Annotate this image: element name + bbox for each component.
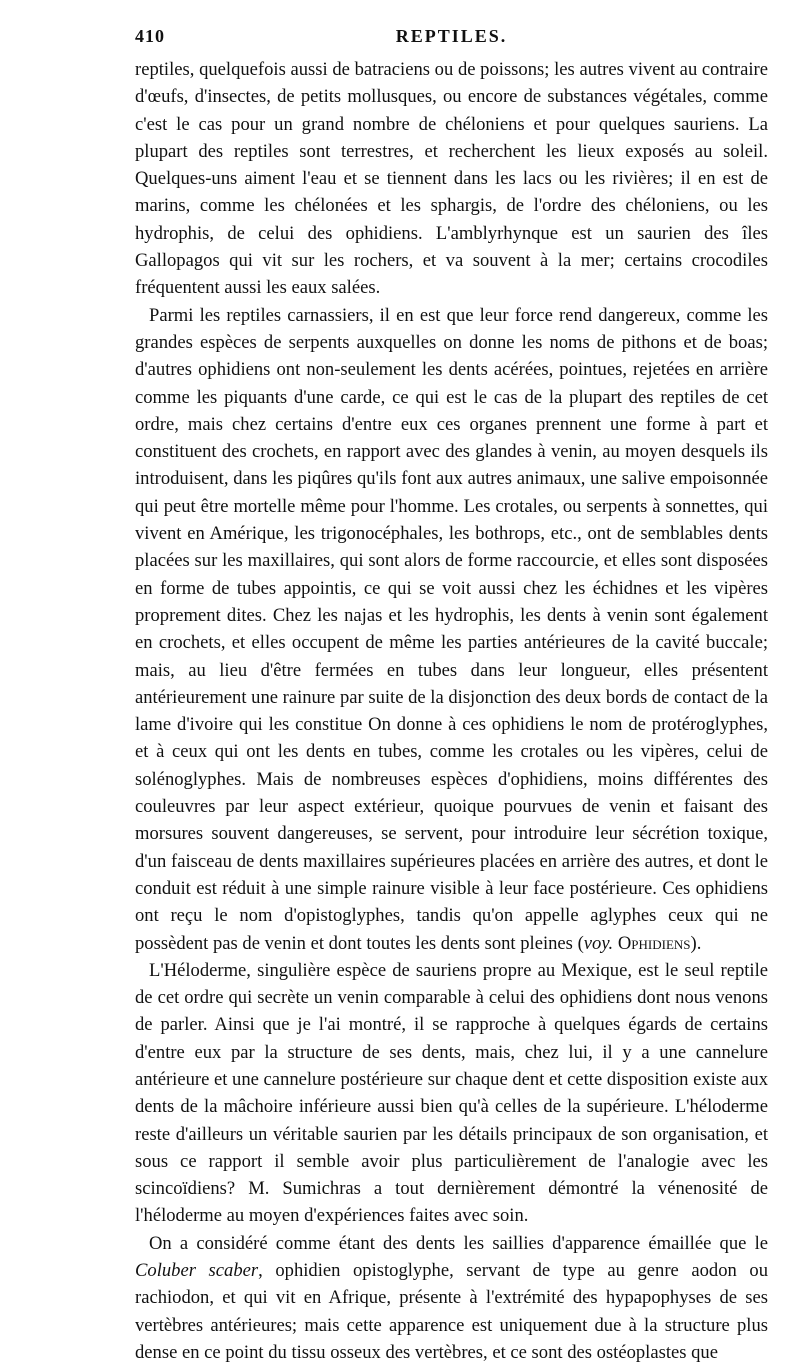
paragraph-1 [135, 56, 768, 302]
reference-voy: voy. [583, 932, 614, 954]
running-title: REPTILES. [395, 26, 508, 46]
paragraph-4-lead-in: On a considéré comme étant des dents les saillies d'apparence émaillée que le [149, 1232, 768, 1254]
paragraph-4-text: , ophidien opistoglyphe, servant de type au genre aodon ou rachiodon, et qui vit en Afrique, présente à l'extrémité des hypapophyses de ses vertèbres antérieures; mais cette apparence est uniquement due à la structure plus dense en ce point du tissu osseux des vertèbres, et ce sont des ostéoplastes que [135, 1260, 768, 1363]
reference-ophidiens: Ophidiens [617, 932, 691, 954]
paragraph-1-text: reptiles, quelquefois aussi de batraciens ou de poissons; les autres vivent au contraire d'œufs, d'insectes, de petits mollusques, ou encore de substances végétales, comme c'est le cas pour un grand nombre de chéloniens et pour quelques sauriens. La plupart des reptiles sont terrestres, et recherchent les lieux exposés au soleil. Quelques-uns aiment l'eau et se tiennent dans les lacs ou les rivières; il en est de marins, comme les chélonées et les sphargis, de l'ordre des chéloniens, ou les hydrophis, de celui des ophidiens. L'amblyrhynque est un saurien des îles Gallopagos qui vit sur les rochers, et va souvent à la mer; certains crocodiles fréquentent aussi les eaux salées. [135, 59, 768, 299]
paragraph-2 [135, 302, 768, 957]
page-number: 410 [135, 26, 165, 46]
species-name-coluber-scaber: Coluber scaber [135, 1260, 259, 1282]
paragraph-4 [135, 1230, 768, 1366]
paragraph-2-text: Parmi les reptiles carnassiers, il en est que leur force rend dangereux, comme les grandes espèces de serpents auxquelles on donne les noms de pithons et de boas; d'autres ophidiens ont non-seulement les dents acérées, pointues, rejetées en arrière comme les piquants d'une carde, ce qui est le cas de la plupart des reptiles de cet ordre, mais chez certains d'entre eux ces organes prennent une forme à part et constituent des crochets, en rapport avec des glandes à venin, au moyen desquels ils introduisent, dans les piqûres qu'ils font aux autres animaux, une salive empoisonnée qui peut être mortelle même pour l'homme. Les crotales, ou serpents à sonnettes, qui vivent en Amérique, les trigonocéphales, les bothrops, etc., ont de semblables dents placées sur les maxillaires, qui sont alors de forme raccourcie, et elles sont disposées en forme de tubes appointis, ce qui se voit aussi chez les échidnes et les vipères proprement dites. Chez les najas et les hydrophis, les dents à venin sont également en crochets, et elles occupent de même les parties antérieures de la cavité buccale; mais, au lieu d'être fermées en tubes dans leur longueur, elles présentent antérieurement une rainure par suite de la disjonction des deux bords de contact de la lame d'ivoire qui les constitue On donne à ces ophidiens le nom de protéroglyphes, et à ceux qui ont les dents en tubes, comme les crotales ou les vipères, celui de solénoglyphes. Mais de nombreuses espèces d'ophidiens, moins différentes des couleuvres par leur aspect extérieur, quoique pourvues de venin et faisant des morsures souvent dangereuses, se servent, pour introduire leur sécrétion toxique, d'un faisceau de dents maxillaires supérieures placées en arrière des autres, et dont le conduit est réduit à une simple rainure visible à leur face postérieure. Ces ophidiens ont reçu le nom d'opistoglyphes, tandis qu'on appelle aglyphes ceux qui ne possèdent pas de venin et dont toutes les dents sont pleines ( [135, 304, 768, 954]
page-header [135, 26, 768, 56]
paragraph-3-text: L'Héloderme, singulière espèce de sauriens propre au Mexique, est le seul reptile de cet ordre qui secrète un venin comparable à celui des ophidiens dont nous venons de parler. Ainsi que je l'ai montré, il se rapproche à quelques égards de certains d'entre eux par la structure de ses dents, mais, chez lui, il y a une cannelure antérieure et une cannelure postérieure sur chaque dent et cette disposition existe aux dents de la mâchoire inférieure aussi bien qu'à celles de la supérieure. L'héloderme reste d'ailleurs un véritable saurien par les détails principaux de son organisation, et sous ce rapport il semble avoir plus particulièrement de l'analogie avec les scincoïdiens? M. Sumichras a tout dernièrement démontré la vénenosité de l'héloderme au moyen d'expériences faites avec soin. [135, 959, 768, 1227]
reference-close: ). [690, 932, 702, 954]
body-text [135, 56, 768, 1366]
paragraph-3 [135, 957, 768, 1230]
